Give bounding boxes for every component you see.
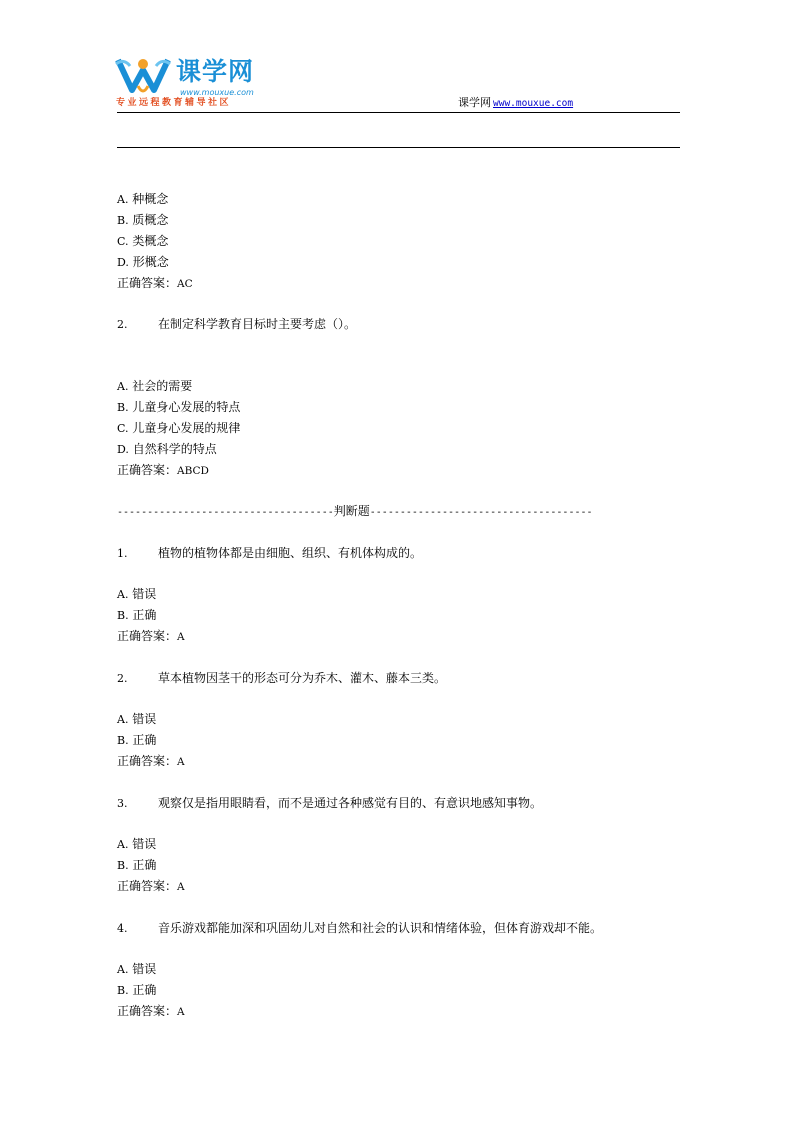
option-line: A. 错误 — [117, 587, 157, 601]
site-logo[interactable] — [114, 52, 284, 108]
answer-line: 正确答案：A — [117, 754, 185, 768]
option-line: A. 错误 — [117, 962, 157, 976]
question-line: 3. 观察仅是指用眼睛看，而不是通过各种感觉有目的、有意识地感知事物。 — [117, 796, 543, 810]
header-site-link[interactable]: www.mouxue.com — [493, 98, 574, 109]
logo-emblem-icon — [114, 56, 172, 98]
option-line: A. 错误 — [117, 837, 157, 851]
option-line: B. 正确 — [117, 608, 157, 622]
header-site-label: 课学网 — [458, 96, 491, 109]
option-line: A. 种概念 — [117, 192, 169, 206]
option-line: B. 正确 — [117, 983, 157, 997]
header-rule-lower — [117, 147, 680, 148]
option-line: A. 社会的需要 — [117, 379, 193, 393]
option-line: A. 错误 — [117, 712, 157, 726]
question-line: 4. 音乐游戏都能加深和巩固幼儿对自然和社会的认识和情绪体验，但体育游戏却不能。 — [117, 921, 603, 935]
section-title: 判断题 — [333, 504, 370, 518]
logo-name: 课学网 — [176, 57, 255, 86]
option-line: B. 儿童身心发展的特点 — [117, 400, 241, 414]
answer-line: 正确答案：ABCD — [117, 463, 209, 477]
option-line: D. 形概念 — [117, 255, 169, 269]
option-line: C. 类概念 — [117, 234, 169, 248]
header-site-info — [458, 96, 573, 110]
section-divider: ------------------------------------判断题------------------------------------- — [117, 504, 593, 518]
answer-line: 正确答案：A — [117, 879, 185, 893]
option-line: C. 儿童身心发展的规律 — [117, 421, 241, 435]
answer-line: 正确答案：A — [117, 1004, 185, 1018]
question-line: 1. 植物的植物体都是由细胞、组织、有机体构成的。 — [117, 546, 423, 560]
header-rule — [117, 112, 680, 113]
logo-slogan: 专业远程教育辅导社区 — [116, 98, 232, 108]
answer-line: 正确答案：A — [117, 629, 185, 643]
option-line: B. 正确 — [117, 733, 157, 747]
answer-line: 正确答案：AC — [117, 276, 193, 290]
question-line: 2. 在制定科学教育目标时主要考虑（）。 — [117, 317, 357, 331]
logo-url: www.mouxue.com — [180, 88, 254, 97]
question-line: 2. 草本植物因茎干的形态可分为乔木、灌木、藤本三类。 — [117, 671, 447, 685]
option-line: B. 正确 — [117, 858, 157, 872]
option-line: D. 自然科学的特点 — [117, 442, 217, 456]
option-line: B. 质概念 — [117, 213, 169, 227]
